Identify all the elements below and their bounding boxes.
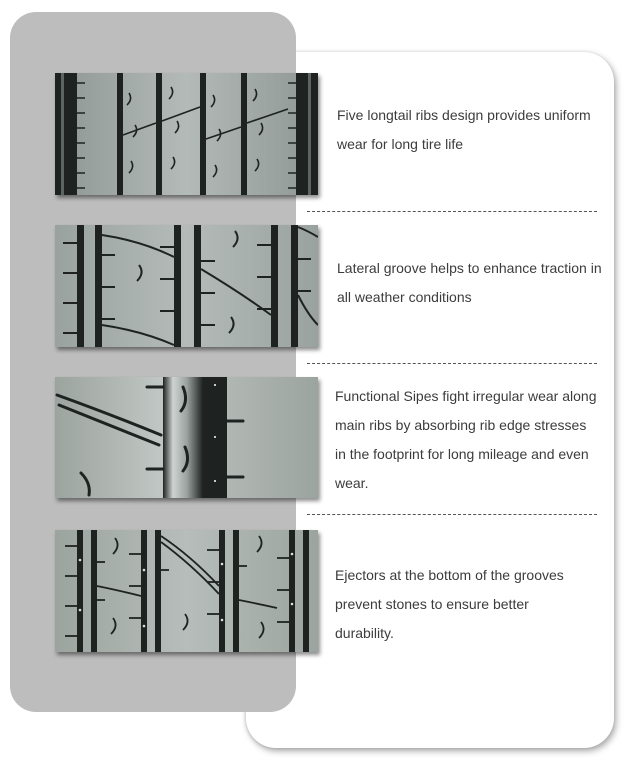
- lateral-groove-tread-image: [55, 225, 318, 347]
- section-divider: [307, 363, 597, 364]
- feature-text-longitudinal-ribs: Five longtail ribs design provides uniform wear for long tire life: [337, 107, 591, 152]
- feature-text-functional-sipes: Functional Sipes fight irregular wear along main ribs by absorbing rib edge stresses in the footprint for long mileage and even wear.: [335, 388, 597, 491]
- longitudinal-ribs-tread-image: [55, 73, 318, 195]
- section-divider: [307, 514, 597, 515]
- functional-sipes-tread-image: [55, 377, 318, 498]
- feature-text-lateral-groove: Lateral groove helps to enhance traction in all weather conditions: [337, 260, 602, 305]
- feature-text-stone-ejectors: Ejectors at the bottom of the grooves prevent stones to ensure better durability.: [335, 567, 564, 641]
- section-divider: [307, 211, 597, 212]
- stone-ejectors-tread-image: [55, 530, 318, 652]
